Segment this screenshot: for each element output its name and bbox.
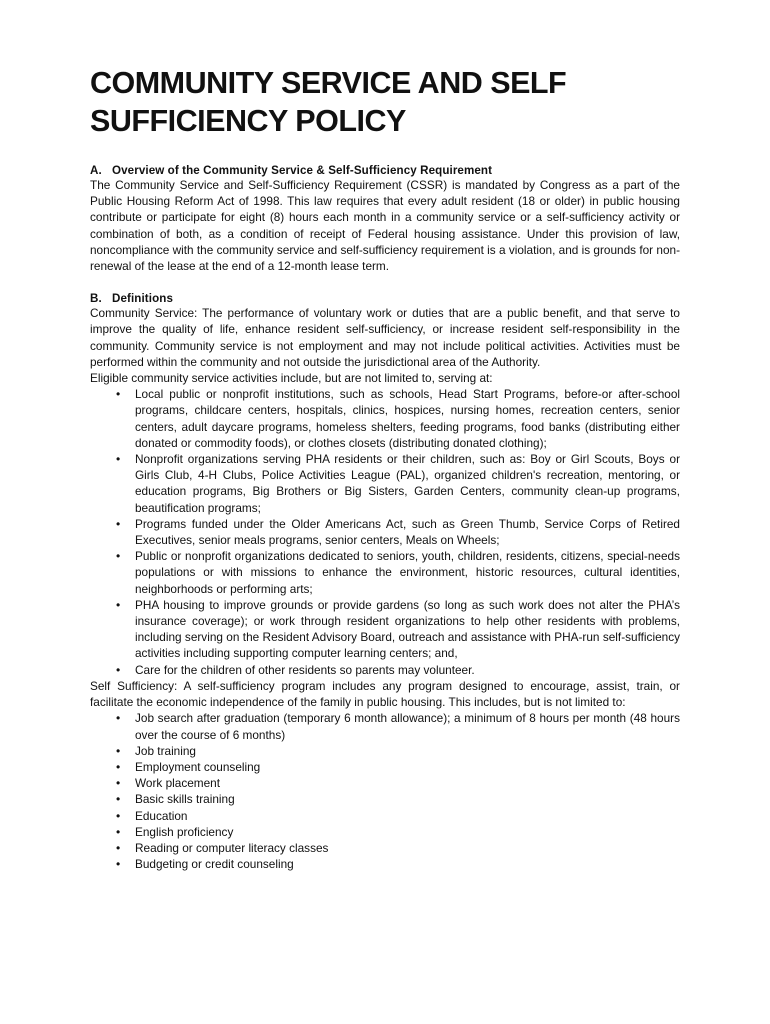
bullet-icon: • — [116, 387, 121, 402]
bullet-icon: • — [116, 857, 121, 872]
list-item: • PHA housing to improve grounds or provide gardens (so long as such work does not alter the PHA’s insurance coverage); or work through resident organizations to help other residents with problems, including serving on the Resident Advisory Board, outreach and assistance with PHA-run self-sufficiency activities including supporting computer learning centers; and, — [116, 597, 680, 661]
bullet-icon: • — [116, 662, 121, 677]
list-item: • Public or nonprofit organizations dedicated to seniors, youth, children, residents, citizens, special-needs populations or with missions to enhance the environment, historic resources, cultural identities, neighborhoods or performing arts; — [116, 549, 680, 596]
list-item: • Reading or computer literacy classes — [116, 840, 329, 855]
list-item: • Nonprofit organizations serving PHA residents or their children, such as: Boy or Girl Scouts, Boys or Girls Club, 4-H Clubs, Police Activities League (PAL), organized children's recreation, mentoring, or education programs, Big Brothers or Big Sisters, Garden Centers, community clean-up programs, beautification programs; — [116, 452, 680, 515]
bullet-icon: • — [116, 452, 121, 467]
bullet-icon: • — [116, 808, 121, 823]
community-service-definition: Community Service: The performance of voluntary work or duties that are a public benefit, and that serve to improve the quality of life, enhance resident self-sufficiency, or increase resident self-responsibility in the community. Community service is not employment and may not include political activities. Activities must be performed within the community and not outside the jurisdictional area of the Authority. — [90, 306, 680, 369]
list-item: • Local public or nonprofit institutions, such as schools, Head Start Programs, before-or after-school programs, childcare centers, hospitals, clinics, hospices, nursing homes, recreation centers, senior centers, adult daycare programs, homeless shelters, feeding programs, food banks (distributing either donated or commodity foods), or clothes closets (distributing donated clothing); — [116, 387, 680, 450]
list-item: • Care for the children of other residents so parents may volunteer. — [116, 662, 475, 677]
bullet-icon: • — [116, 516, 121, 531]
list-item: • Budgeting or credit counseling — [116, 857, 294, 872]
eligible-activities-intro: Eligible community service activities include, but are not limited to, serving at: — [90, 371, 493, 386]
section-a-paragraph: The Community Service and Self-Sufficiency Requirement (CSSR) is mandated by Congress as a part of the Public Housing Reform Act of 1998. This law requires that every adult resident (18 or older) in public housing contribute or participate for eight (8) hours each month in a community service or a self-sufficiency activity or combination of both, as a condition of receipt of Federal housing assistance. Under this provision of law, noncompliance with the community service and self-sufficiency requirement is a violation, and is grounds for non-renewal of the lease at the end of a 12-month lease term. — [90, 178, 680, 274]
bullet-icon: • — [116, 776, 121, 791]
bullet-icon: • — [116, 792, 121, 807]
list-item: • Work placement — [116, 776, 221, 791]
section-a-title: Overview of the Community Service & Self-Sufficiency Requirement — [112, 164, 493, 177]
list-item: • Job training — [116, 743, 196, 758]
bullet-icon: • — [116, 824, 121, 839]
list-item: • Job search after graduation (temporary 6 month allowance); a minimum of 8 hours per month (48 hours over the course of 6 months) — [116, 711, 680, 742]
section-a-letter: A. — [90, 164, 102, 177]
section-b-title: Definitions — [112, 292, 173, 306]
section-b-letter: B. — [90, 292, 102, 306]
section-b-heading — [90, 292, 680, 305]
title-line-1: COMMUNITY SERVICE AND SELF — [90, 66, 567, 100]
self-sufficiency-definition: Self Sufficiency: A self-sufficiency program includes any program designed to encourage, assist, train, or facilitate the economic independence of the family in public housing. This includes, but is not limited to: — [90, 678, 680, 710]
list-item: • Basic skills training — [116, 792, 235, 807]
list-item: • Employment counseling — [116, 759, 261, 774]
list-item: • English proficiency — [116, 824, 234, 839]
bullet-icon: • — [116, 711, 121, 726]
bullet-icon: • — [116, 759, 121, 774]
bullet-icon: • — [116, 743, 121, 758]
page-title — [90, 64, 680, 140]
section-a-heading — [90, 164, 680, 177]
eligible-activities-list — [90, 386, 680, 678]
bullet-icon: • — [116, 597, 121, 612]
self-sufficiency-list — [90, 710, 680, 872]
title-line-2: SUFFICIENCY POLICY — [90, 104, 406, 138]
list-item: • Programs funded under the Older Americans Act, such as Green Thumb, Service Corps of Retired Executives, senior meals programs, senior centers, Meals on Wheels; — [116, 516, 680, 548]
bullet-icon: • — [116, 549, 121, 564]
list-item: • Education — [116, 808, 188, 823]
bullet-icon: • — [116, 840, 121, 855]
